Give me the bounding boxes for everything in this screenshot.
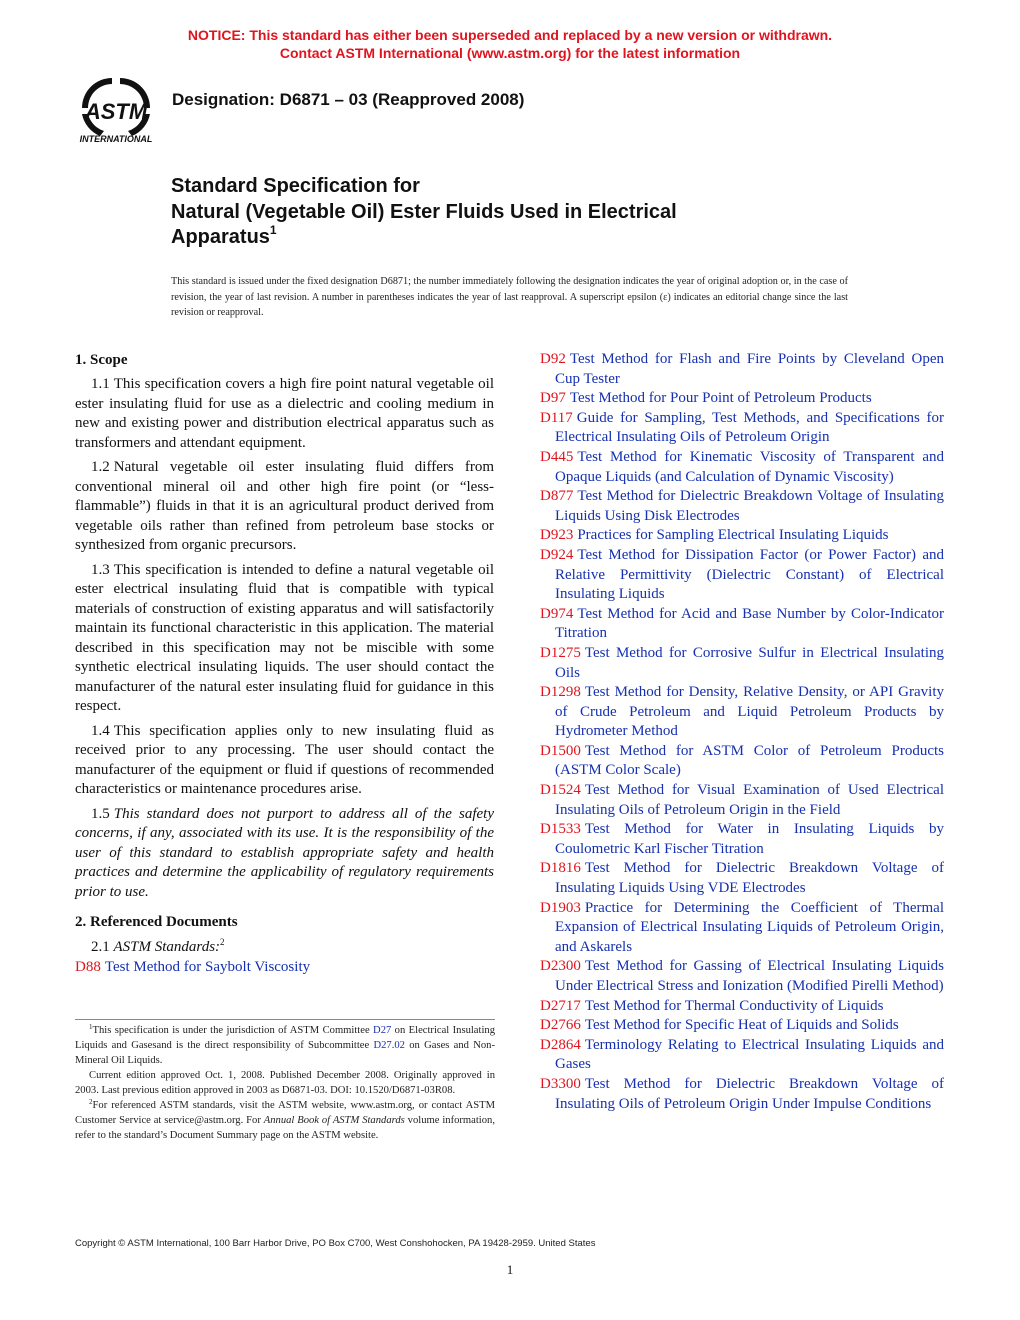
reference-title-link[interactable]: Test Method for Flash and Fire Points by Cleveland Open Cup Tester xyxy=(555,351,944,387)
reference-code-link[interactable]: D2300 xyxy=(540,958,581,975)
scope-paragraph-4: 1.4 This specification applies only to new insulating fluid as received prior to any processing. The user should contact the manufacturer of the equipment or fluid if questions of recommended characteristics or maintenance procedures arise. xyxy=(75,722,494,797)
right-column xyxy=(540,350,944,1114)
standard-title xyxy=(171,174,871,251)
notice-line-1: NOTICE: This standard has either been superseded and replaced by a new version or withdrawn. xyxy=(187,27,833,43)
reference-item xyxy=(540,526,944,546)
reference-item xyxy=(540,350,944,389)
reference-title-link[interactable]: Test Method for Gassing of Electrical Insulating Liquids Under Electrical Stress and Ionization (Modified Pirelli Method) xyxy=(555,958,944,994)
reference-title-link[interactable]: Test Method for Thermal Conductivity of Liquids xyxy=(584,997,884,1014)
reference-code-link[interactable]: D2864 xyxy=(540,1036,581,1053)
reference-code-link[interactable]: D2766 xyxy=(540,1017,581,1034)
reference-item xyxy=(540,389,944,409)
reference-item xyxy=(540,742,944,781)
reference-code-link[interactable]: D97 xyxy=(540,390,566,407)
reference-title-link[interactable]: Guide for Sampling, Test Methods, and Specifications for Electrical Insulating Oils of Petroleum Origin xyxy=(555,409,944,446)
reference-item xyxy=(540,997,944,1017)
reference-code-link[interactable]: D1275 xyxy=(540,644,581,661)
reference-item xyxy=(540,957,944,996)
withdrawal-notice xyxy=(0,26,1020,62)
logo-wordmark: ASTM xyxy=(84,99,148,124)
subcommittee-link[interactable]: D27.02 xyxy=(373,1040,405,1051)
left-column xyxy=(75,350,494,977)
reference-item xyxy=(540,781,944,820)
reference-code-link[interactable]: D1816 xyxy=(540,860,581,877)
reference-title-link[interactable]: Test Method for Dielectric Breakdown Voltage of Insulating Liquids Using Disk Electrodes xyxy=(555,488,944,524)
reference-code-link[interactable]: D923 xyxy=(540,527,574,544)
reference-code-link[interactable]: D877 xyxy=(540,488,574,505)
reference-title-link[interactable]: Terminology Relating to Electrical Insulating Liquids and Gases xyxy=(555,1036,944,1073)
reference-code-link[interactable]: D1533 xyxy=(540,821,581,838)
scope-paragraph-3: 1.3 This specification is intended to define a natural vegetable oil ester electrical insulating fluid that is compatible with typical materials of construction of existing apparatus and will satisfactorily maintain its functional characteristic in this application. The material described in this specification may not be miscible with some synthetic electrical insulating liquids. The user should contact the manufacturer of the natural ester insulating fluid for guidance in this respect. xyxy=(75,561,494,714)
reference-title-link[interactable]: Test Method for Visual Examination of Used Electrical Insulating Oils of Petroleum Origin in the Field xyxy=(555,782,944,818)
copyright-line: Copyright © ASTM International, 100 Barr Harbor Drive, PO Box C700, West Conshohocken, PA 19428-2959. United States xyxy=(75,1238,596,1249)
reference-title-link[interactable]: Test Method for Dielectric Breakdown Voltage of Insulating Liquids Using VDE Electrodes xyxy=(555,860,944,897)
reference-code-link[interactable]: D2717 xyxy=(540,997,581,1014)
logo-subtitle: INTERNATIONAL xyxy=(79,134,153,144)
footnotes xyxy=(75,1019,495,1143)
reference-item xyxy=(540,546,944,605)
page-number: 1 xyxy=(506,1262,514,1277)
reference-code-link[interactable]: D3300 xyxy=(540,1075,581,1092)
reference-item xyxy=(540,859,944,898)
title-line-2: Natural (Vegetable Oil) Ester Fluids Used in Electrical xyxy=(171,200,677,223)
reference-title-link[interactable]: Test Method for Kinematic Viscosity of Transparent and Opaque Liquids (and Calculation of Dynamic Viscosity) xyxy=(555,448,944,485)
astm-standards-subheading: 2.1 ASTM Standards:$^2$ xyxy=(91,937,225,955)
reference-title-link[interactable]: Test Method for Saybolt Viscosity xyxy=(104,958,311,975)
reference-item xyxy=(540,1036,944,1075)
reference-item xyxy=(540,820,944,859)
left-reference-list xyxy=(75,958,494,978)
footnote-1: $^1$This specification is under the jurisdiction of ASTM Committee D27 on Electrical Insulating Liquids and Gasesand is the direct responsibility of Subcommittee D27.02 on Gases and Non-Mineral Oil Liquids. xyxy=(75,1023,496,1066)
edition-note: Current edition approved Oct. 1, 2008. Published December 2008. Originally approved in 2003. Last previous edition approved in 2003 as D6871-03. DOI: 10.1520/D6871-03R08. xyxy=(75,1070,495,1096)
reference-item xyxy=(540,448,944,487)
referenced-documents-heading: 2. Referenced Documents xyxy=(75,914,238,930)
scope-paragraph-2: 1.2 Natural vegetable oil ester insulating fluid differs from conventional mineral oil and other high fire point (or “less-flammable”) fluids in that it is an agricultural product derived from vegetable oils rather than refined from petroleum base stocks or synthesized from organic precursors. xyxy=(75,459,494,553)
reference-title-link[interactable]: Test Method for Specific Heat of Liquids and Solids xyxy=(584,1017,899,1034)
reference-code-link[interactable]: D1500 xyxy=(540,742,581,759)
reference-item xyxy=(540,1075,944,1114)
issuance-note: This standard is issued under the fixed designation D6871; the number immediately following the designation indicates the year of original adoption or, in the case of revision, the year of last revision. A number in parentheses indicates the year of last reapproval. A superscript epsilon (ε) indicates an editorial change since the last revision or reapproval. xyxy=(171,276,848,318)
scope-heading: 1. Scope xyxy=(75,352,128,368)
designation: Designation: D6871 – 03 (Reapproved 2008) xyxy=(172,90,525,109)
reference-code-link[interactable]: D1298 xyxy=(540,684,581,701)
reference-code-link[interactable]: D92 xyxy=(540,351,566,367)
reference-item xyxy=(540,644,944,683)
reference-item xyxy=(540,1016,944,1036)
astm-logo xyxy=(74,74,164,146)
reference-item xyxy=(540,683,944,742)
title-line-3: Apparatus$^1$ xyxy=(171,223,277,248)
reference-code-link[interactable]: D445 xyxy=(540,448,574,465)
reference-title-link[interactable]: Test Method for Water in Insulating Liquids by Coulometric Karl Fischer Titration xyxy=(555,821,944,857)
reference-code-link[interactable]: D117 xyxy=(540,409,573,426)
reference-title-link[interactable]: Test Method for Acid and Base Number by Color-Indicator Titration xyxy=(555,605,944,642)
footnote-2: $^2$For referenced ASTM standards, visit the ASTM website, www.astm.org, or contact ASTM Customer Service at service@astm.org. For Annual Book of ASTM Standards volume information, refer to the standard’s Document Summary page on the ASTM website. xyxy=(75,1098,495,1141)
title-footnote-mark: 1 xyxy=(269,223,277,237)
reference-title-link[interactable]: Test Method for Pour Point of Petroleum Products xyxy=(569,390,872,407)
title-line-1: Standard Specification for xyxy=(171,175,420,197)
reference-item xyxy=(540,487,944,526)
scope-paragraph-5: 1.5 This standard does not purport to address all of the safety concerns, if any, associated with its use. It is the responsibility of the user of this standard to establish appropriate safety and health practices and determine the applicability of regulatory requirements prior to use. xyxy=(75,805,494,900)
reference-item xyxy=(540,409,944,448)
reference-code-link[interactable]: D1903 xyxy=(540,899,581,916)
reference-title-link[interactable]: Practice for Determining the Coefficient of Thermal Expansion of Electrical Insulating Liquids of Petroleum Origin, and Askarels xyxy=(555,899,944,955)
reference-code-link[interactable]: D974 xyxy=(540,605,574,622)
committee-link[interactable]: D27 xyxy=(373,1025,392,1036)
reference-code-link[interactable]: D1524 xyxy=(540,782,581,799)
right-reference-list xyxy=(540,350,944,1114)
reference-title-link[interactable]: Test Method for Corrosive Sulfur in Electrical Insulating Oils xyxy=(555,644,944,681)
reference-title-link[interactable]: Test Method for ASTM Color of Petroleum Products (ASTM Color Scale) xyxy=(555,742,944,779)
reference-title-link[interactable]: Practices for Sampling Electrical Insulating Liquids xyxy=(577,527,889,544)
reference-item xyxy=(540,899,944,958)
reference-title-link[interactable]: Test Method for Dissipation Factor (or Power Factor) and Relative Permittivity (Dielectric Constant) of Electrical Insulating Liquids xyxy=(555,546,944,603)
notice-line-2: Contact ASTM International (www.astm.org) for the latest information xyxy=(279,45,741,61)
scope-paragraph-1: 1.1 This specification covers a high fire point natural vegetable oil ester insulating fluid for use as a dielectric and cooling medium in new and existing power and distribution electrical apparatus such as transformers and attendant equipment. xyxy=(75,376,494,451)
reference-title-link[interactable]: Test Method for Dielectric Breakdown Voltage of Insulating Oils of Petroleum Origin Under Impulse Conditions xyxy=(555,1075,944,1112)
reference-code-link[interactable]: D924 xyxy=(540,546,574,563)
reference-item xyxy=(540,605,944,644)
reference-code-link[interactable]: D88 xyxy=(75,958,101,975)
reference-item xyxy=(75,958,494,978)
reference-title-link[interactable]: Test Method for Density, Relative Density, or API Gravity of Crude Petroleum and Liquid Petroleum Products by Hydrometer Method xyxy=(555,684,944,740)
